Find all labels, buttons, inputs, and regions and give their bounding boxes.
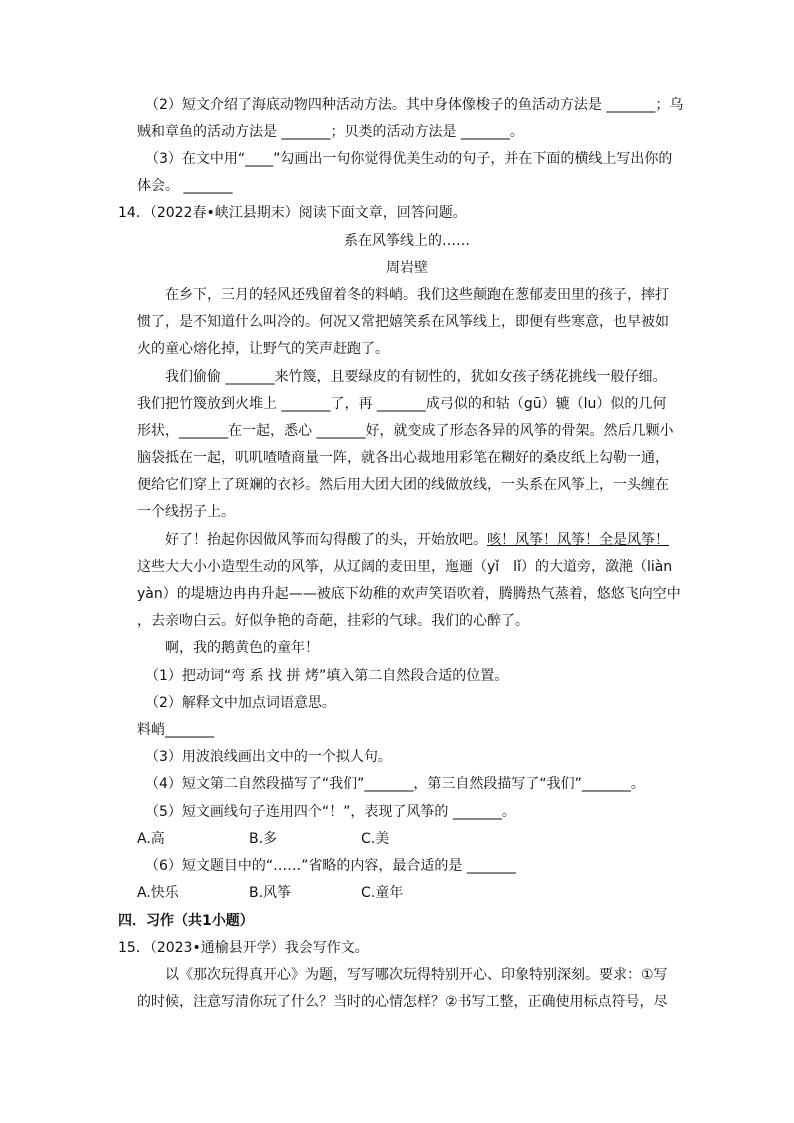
- line-text: yàn）的堤塘边冉冉升起——被底下幼稚的欢声笑语吹着，腾腾热气蒸着，悠悠飞向空中: [137, 586, 681, 602]
- text-line: [137, 501, 677, 523]
- text-line: [137, 447, 677, 469]
- line-text: （3）用波浪线画出文中的一个拟人句。: [145, 749, 392, 765]
- q6-option-a: A.快乐: [137, 885, 179, 901]
- text-line: [145, 773, 677, 795]
- line-text: 火的童心熔化掉，让野气的笑声赶跑了。: [137, 341, 389, 357]
- line-text: 便给它们穿上了斑斓的衣衫。然后用大团大团的线做放线，一头系在风筝上，一头缠在: [137, 477, 669, 493]
- line-text: （5）短文画线句子连用四个“！”，表现了风筝的 _______。: [145, 804, 516, 820]
- line-text: 在乡下，三月的轻风还残留着冬的料峭。我们这些颠跑在葱郁麦田里的孩子，摔打: [165, 287, 669, 303]
- text-line: [145, 692, 677, 714]
- q5-option-c: C.美: [361, 831, 390, 847]
- text-line: [137, 719, 677, 741]
- text-line: [118, 202, 678, 224]
- section-heading: 四．习作（共1小题）: [118, 913, 254, 929]
- text-line: [145, 746, 677, 768]
- line-text: 体会。 _______: [137, 178, 233, 194]
- line-text: 我们偷偷 _______来竹篾，且要绿皮的有韧性的，犹如女孩子绣花挑线一般仔细。: [165, 369, 667, 385]
- line-text: 一个线拐子上。: [137, 504, 235, 520]
- text-line: [145, 94, 684, 116]
- text-line: [137, 474, 677, 496]
- line-text: 这些大大小小造型生动的风筝，从辽阔的麦田里，迤逦（yǐ lǐ）的大道旁，潋滟（liàn: [137, 559, 673, 575]
- line-text: 系在风筝线上的……: [344, 233, 470, 249]
- text-line: [137, 121, 677, 143]
- text-line: [137, 556, 677, 578]
- line-text: 14．（2022春•峡江县期末）阅读下面文章，回答问题。: [118, 205, 467, 221]
- line-text: 贼和章鱼的活动方法是 _______；贝类的活动方法是 _______。: [137, 124, 524, 140]
- q6-text: （6）短文题目中的“……”省略的内容，最合适的是 _______: [145, 858, 516, 874]
- text-line: [137, 311, 677, 333]
- text-line: [137, 610, 677, 632]
- text-line: [137, 583, 681, 605]
- line-text: 料峭_______: [137, 722, 214, 738]
- essay-line-2: 的时候，注意写清你玩了什么？当时的心情怎样？②书写工整，正确使用标点符号，尽: [137, 994, 668, 1010]
- text-line: [165, 366, 677, 388]
- text-line: [165, 284, 677, 306]
- line-text: （1）把动词“弯 系 找 拼 烤”填入第二自然段合适的位置。: [145, 668, 509, 684]
- line-text: 啊，我的鹅黄色的童年！: [165, 640, 319, 656]
- line-text: （2）短文介绍了海底动物四种活动方法。其中身体像梭子的鱼活动方法是 _______；乌: [145, 97, 684, 113]
- essay-line-1: 以《那次玩得真开心》为题，写写哪次玩得特别开心、印象特别深刻。要求：①写: [165, 967, 668, 983]
- underlined-sentence: 咳！风筝！风筝！全是风筝！: [487, 532, 669, 548]
- q5-option-a: A.高: [137, 831, 165, 847]
- text-line: [145, 665, 677, 687]
- text-line: [145, 148, 677, 170]
- text-line: [165, 529, 677, 551]
- line-text: 我们把竹篾放到火堆上 _______了，再 _______成弓似的和轱（gū）辘（lu）似的几何: [137, 396, 667, 412]
- q6-option-c: C.童年: [361, 885, 404, 901]
- text-line: [137, 338, 677, 360]
- text-line: [165, 637, 677, 659]
- text-line: [145, 801, 677, 823]
- q6-option-b: B.风筝: [249, 885, 292, 901]
- line-text: 周岩壁: [386, 260, 428, 276]
- line-text: 好了！抬起你因做风筝而勾得酸了的头，开始放吧。: [165, 532, 487, 548]
- q5-option-b: B.多: [249, 831, 278, 847]
- line-text: （2）解释文中加点词语意思。: [145, 695, 336, 711]
- line-text: 脑袋抵在一起，叽叽喳喳商量一阵，就各出心裁地用彩笔在糊好的桑皮纸上勾勒一通，: [137, 450, 669, 466]
- line-text: ，去亲吻白云。好似争艳的奇葩，挂彩的气球。我们的心醉了。: [137, 613, 529, 629]
- text-line: [137, 175, 677, 197]
- q6-options: [137, 882, 677, 904]
- text-line: [137, 420, 677, 442]
- text-line: [137, 393, 677, 415]
- line-text: 形状，_______在一起，悉心 _______好，就变成了形态各异的风筝的骨架。然后几颗小: [137, 423, 674, 439]
- text-line: [137, 257, 677, 279]
- question-15: 15．（2023•通榆县开学）我会写作文。: [118, 940, 369, 956]
- line-text: （3）在文中用“____”勾画出一句你觉得优美生动的句子，并在下面的横线上写出你的: [145, 151, 673, 167]
- line-text: （4）短文第二自然段描写了“我们”_______，第三自然段描写了“我们”_______。: [145, 776, 645, 792]
- line-text: 惯了，是不知道什么叫冷的。何况又常把嬉笑系在风筝线上，即便有些寒意，也早被如: [137, 314, 669, 330]
- text-line: [137, 230, 677, 252]
- q5-options: [137, 828, 677, 850]
